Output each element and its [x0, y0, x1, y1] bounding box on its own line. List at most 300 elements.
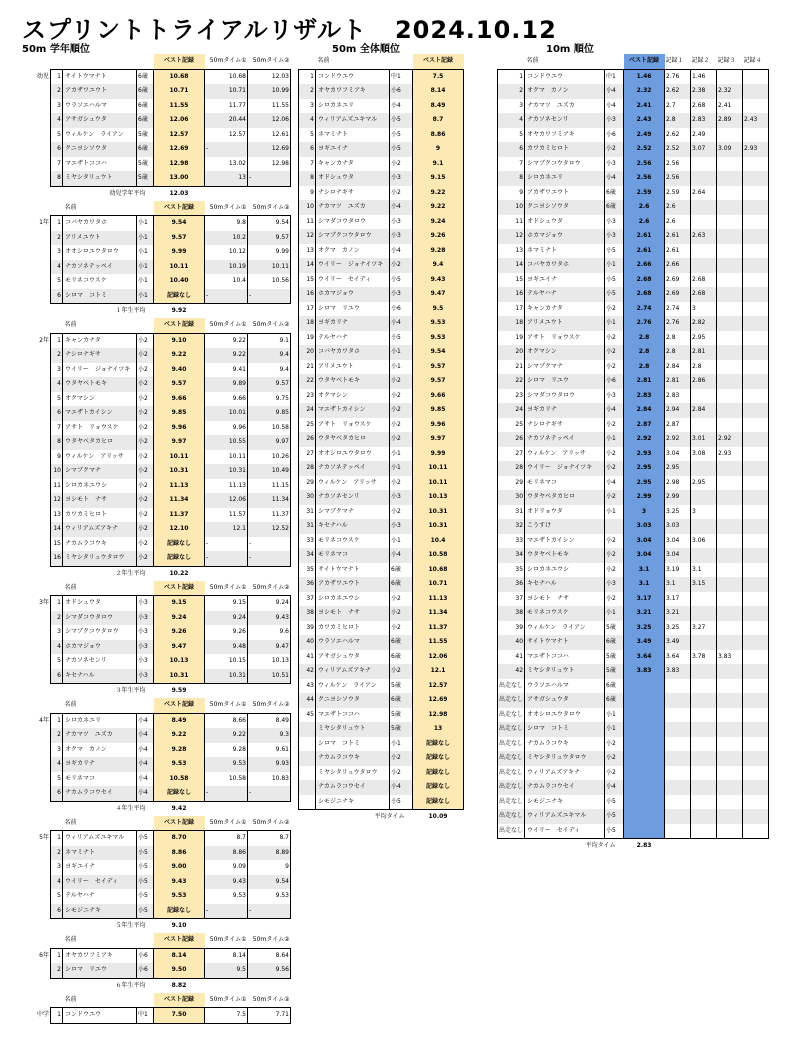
- rank-cell: [299, 766, 316, 781]
- best-cell: 9.43: [154, 875, 205, 890]
- header-best: ベスト記録: [154, 698, 205, 713]
- time1-cell: 10.11: [205, 450, 248, 465]
- best-cell: 2.99: [624, 490, 665, 505]
- grade-label: [28, 171, 51, 186]
- name-cell: オクマシン: [316, 389, 390, 404]
- grade-cell: 小5: [390, 142, 413, 157]
- best-cell: 2.93: [624, 447, 665, 462]
- best-cell: 2.84: [624, 403, 665, 418]
- grade-cell: 小2: [390, 664, 413, 679]
- time1-cell: 10.12: [205, 245, 248, 260]
- rec4-cell: [743, 737, 769, 752]
- rec1-cell: 2.62: [665, 128, 691, 143]
- ten-ranking-title: 10m 順位: [546, 44, 594, 55]
- rec3-cell: [717, 128, 743, 143]
- time2-cell: 11.34: [248, 493, 291, 508]
- table-row: [498, 766, 769, 781]
- grade-label: [28, 231, 51, 246]
- grade-cell: 小1: [605, 316, 624, 331]
- table-row: [299, 229, 464, 244]
- time1-cell: 8.86: [205, 846, 248, 861]
- best-cell: 12.57: [154, 128, 205, 143]
- grade-cell: 小5: [605, 809, 624, 824]
- time2-cell: 9.6: [248, 625, 291, 640]
- rec3-cell: [717, 519, 743, 534]
- table-row: [498, 374, 769, 389]
- grade-cell: 小2: [605, 563, 624, 578]
- grade-cell: 小2: [137, 508, 154, 523]
- table-row: [299, 476, 464, 491]
- grade-cell: 小2: [390, 766, 413, 781]
- best-cell: [624, 722, 665, 737]
- rec4-cell: [743, 563, 769, 578]
- table-row: [498, 273, 769, 288]
- grade-cell: 小1: [605, 432, 624, 447]
- time1-cell: 11.77: [205, 99, 248, 114]
- table-row: [498, 679, 769, 694]
- rank-cell: 6: [299, 142, 316, 157]
- best-cell: [624, 824, 665, 839]
- name-cell: サイトウマナト: [525, 635, 605, 650]
- time2-cell: 11.55: [248, 99, 291, 114]
- table-row: [299, 780, 464, 795]
- table-row: [498, 389, 769, 404]
- rank-cell: 18: [498, 316, 525, 331]
- name-cell: シマダコウタロウ: [63, 611, 137, 626]
- time2-cell: 9.54: [248, 875, 291, 890]
- grade-cell: 6歳: [137, 69, 154, 84]
- rank-cell: 3: [299, 99, 316, 114]
- best-cell: 13.00: [154, 171, 205, 186]
- best-cell: 2.41: [624, 99, 665, 114]
- rec4-cell: 2.43: [743, 113, 769, 128]
- rec4-cell: [743, 577, 769, 592]
- grade-cell: 小2: [605, 345, 624, 360]
- rank-cell: 10: [51, 464, 63, 479]
- rank-cell: 17: [498, 302, 525, 317]
- grade-label: [28, 640, 51, 655]
- overall-ranking-table: [298, 54, 464, 824]
- rank-cell: 出走なし: [498, 824, 525, 839]
- rank-cell: 12: [299, 229, 316, 244]
- grade-cell: 小2: [137, 551, 154, 566]
- grade-cell: 6歳: [605, 679, 624, 694]
- rec3-cell: [717, 693, 743, 708]
- best-cell: 2.8: [624, 345, 665, 360]
- best-cell: 3.04: [624, 534, 665, 549]
- table-row: [498, 563, 769, 578]
- name-cell: マエザトカイシン: [316, 403, 390, 418]
- table-row: [299, 708, 464, 723]
- grade-label: [28, 757, 51, 772]
- rank-cell: 40: [498, 635, 525, 650]
- rec1-cell: 3.25: [665, 621, 691, 636]
- grade-cell: 小5: [137, 875, 154, 890]
- rank-cell: [299, 780, 316, 795]
- grade-cell: 小1: [605, 505, 624, 520]
- rank-cell: 21: [498, 360, 525, 375]
- rec2-cell: 2.68: [691, 273, 717, 288]
- time2-cell: 12.03: [248, 69, 291, 84]
- rec3-cell: [717, 780, 743, 795]
- rec2-cell: [691, 418, 717, 433]
- best-cell: 9.99: [154, 245, 205, 260]
- rank-cell: 1: [51, 333, 63, 348]
- rank-cell: 33: [498, 534, 525, 549]
- time2-cell: 8.89: [248, 846, 291, 861]
- name-cell: シロマ リユウ: [525, 374, 605, 389]
- rank-cell: 39: [498, 621, 525, 636]
- best-cell: 9.00: [154, 860, 205, 875]
- name-cell: クニヨシソウタ: [316, 693, 390, 708]
- best-cell: 9.22: [413, 186, 464, 201]
- best-cell: 3.49: [624, 635, 665, 650]
- grade-cell: 小1: [605, 722, 624, 737]
- time2-cell: -: [248, 786, 291, 801]
- rec2-cell: [691, 693, 717, 708]
- best-cell: 2.61: [624, 229, 665, 244]
- rank-cell: 出走なし: [498, 751, 525, 766]
- grade-label: [28, 157, 51, 172]
- rank-cell: 3: [51, 245, 63, 260]
- grade-cell: 小2: [605, 461, 624, 476]
- best-cell: [624, 693, 665, 708]
- average-value: 9.10: [171, 922, 187, 929]
- header-blank: [137, 581, 154, 596]
- grade-cell: 6歳: [390, 635, 413, 650]
- rec2-cell: 2.86: [691, 374, 717, 389]
- best-cell: 3.03: [624, 519, 665, 534]
- rank-cell: 8: [51, 171, 63, 186]
- best-cell: 12.98: [154, 157, 205, 172]
- best-cell: 2.8: [624, 331, 665, 346]
- rank-cell: 42: [299, 664, 316, 679]
- rec2-cell: 2.81: [691, 345, 717, 360]
- average-blank: [248, 186, 291, 201]
- name-cell: ウィリアムズアキナ: [316, 664, 390, 679]
- name-cell: ミヤシタリュウト: [525, 664, 605, 679]
- rec2-cell: [691, 606, 717, 621]
- grade-header-row: [28, 933, 291, 948]
- rec1-cell: [665, 780, 691, 795]
- grade-cell: 中1: [137, 1008, 154, 1024]
- table-row: [299, 142, 464, 157]
- rank-cell: 34: [299, 548, 316, 563]
- name-cell: ウィルケン アリッサ: [63, 450, 137, 465]
- rec3-cell: [717, 258, 743, 273]
- grade-label: [28, 406, 51, 421]
- time2-cell: 12.69: [248, 142, 291, 157]
- rec3-cell: [717, 766, 743, 781]
- time2-cell: 9.99: [248, 245, 291, 260]
- name-cell: サイトウマナト: [316, 563, 390, 578]
- name-cell: オヤカワフミアキ: [316, 84, 390, 99]
- name-cell: ウタヤベタカヒロ: [63, 435, 137, 450]
- name-cell: シロマ コトミ: [316, 737, 390, 752]
- rec4-cell: [743, 693, 769, 708]
- header-blank: [51, 816, 63, 831]
- grade-cell: 小4: [137, 743, 154, 758]
- rank-cell: 16: [498, 287, 525, 302]
- grade-label: 2年: [39, 336, 49, 344]
- name-cell: ヨギカリナ: [63, 757, 137, 772]
- time1-cell: 8.14: [205, 948, 248, 963]
- header-blank: [605, 54, 624, 69]
- grade-cell: 5歳: [605, 621, 624, 636]
- best-cell: 8.49: [154, 713, 205, 728]
- rec2-cell: 3.01: [691, 432, 717, 447]
- rec4-cell: [743, 490, 769, 505]
- rec2-cell: [691, 215, 717, 230]
- average-label: 幼児学年平均: [109, 189, 146, 197]
- best-cell: 11.13: [413, 592, 464, 607]
- table-row: [299, 200, 464, 215]
- time1-cell: 9.53: [205, 889, 248, 904]
- table-row: [28, 493, 291, 508]
- rec4-cell: [743, 128, 769, 143]
- name-cell: キャンカナタ: [525, 302, 605, 317]
- average-value: 2.83: [636, 842, 652, 849]
- rec1-cell: 3.04: [665, 548, 691, 563]
- rank-cell: 5: [51, 128, 63, 143]
- table-row: [299, 69, 464, 84]
- grade-cell: 小2: [390, 157, 413, 172]
- rank-cell: 43: [299, 679, 316, 694]
- grade-cell: 小2: [137, 406, 154, 421]
- name-cell: ウイリー ジョナイツキ: [525, 461, 605, 476]
- table-row: [299, 186, 464, 201]
- grade-cell: 小2: [390, 592, 413, 607]
- time1-cell: 8.7: [205, 831, 248, 846]
- header-time2: 50mタイム②: [252, 57, 290, 65]
- name-cell: オオシロユウタロウ: [316, 447, 390, 462]
- rec3-cell: [717, 244, 743, 259]
- table-row: [299, 592, 464, 607]
- grade-cell: 小6: [605, 374, 624, 389]
- table-row: [299, 374, 464, 389]
- grade-label: [28, 728, 51, 743]
- table-row: [498, 113, 769, 128]
- table-row: [28, 889, 291, 904]
- grade-cell: 5歳: [605, 664, 624, 679]
- rank-cell: 出走なし: [498, 809, 525, 824]
- time1-cell: 10.15: [205, 654, 248, 669]
- average-row: [299, 810, 464, 825]
- grade-cell: 小4: [390, 99, 413, 114]
- best-cell: 9.53: [413, 316, 464, 331]
- table-row: [299, 157, 464, 172]
- table-row: [299, 128, 464, 143]
- name-cell: テルヤハナ: [316, 331, 390, 346]
- rec2-cell: 2.95: [691, 331, 717, 346]
- average-label: ４年生平均: [115, 804, 146, 812]
- table-row: [28, 274, 291, 289]
- rec1-cell: 2.69: [665, 287, 691, 302]
- time1-cell: 12.06: [205, 493, 248, 508]
- name-cell: シロマ コトミ: [525, 722, 605, 737]
- rec4-cell: [743, 99, 769, 114]
- table-row: [498, 737, 769, 752]
- grade-label: [28, 421, 51, 436]
- rank-cell: 22: [498, 374, 525, 389]
- table-row: [299, 258, 464, 273]
- average-blank: [248, 566, 291, 581]
- rec4-cell: [743, 476, 769, 491]
- best-cell: 9.22: [154, 728, 205, 743]
- rec3-cell: [717, 664, 743, 679]
- rec3-cell: [717, 737, 743, 752]
- table-row: [28, 171, 291, 186]
- rec4-cell: [743, 795, 769, 810]
- table-row: [299, 171, 464, 186]
- table-row: [498, 84, 769, 99]
- best-cell: 10.13: [413, 490, 464, 505]
- rec4-cell: [743, 403, 769, 418]
- time2-cell: -: [248, 289, 291, 304]
- best-cell: 2.52: [624, 142, 665, 157]
- grade-cell: 小2: [137, 363, 154, 378]
- header-best: ベスト記録: [154, 318, 205, 333]
- table-row: [498, 331, 769, 346]
- rank-cell: [299, 722, 316, 737]
- best-cell: 12.10: [154, 522, 205, 537]
- best-cell: [624, 780, 665, 795]
- rec3-cell: [717, 476, 743, 491]
- time1-cell: 9.41: [205, 363, 248, 378]
- grade-label: [28, 84, 51, 99]
- time1-cell: 9.48: [205, 640, 248, 655]
- rank-cell: 5: [51, 889, 63, 904]
- grade-label: [28, 889, 51, 904]
- name-cell: ウィリアムズユキマル: [316, 113, 390, 128]
- grade-cell: 小2: [605, 592, 624, 607]
- grade-cell: 6歳: [605, 186, 624, 201]
- rank-cell: 9: [51, 450, 63, 465]
- table-row: [28, 772, 291, 787]
- rec4-cell: [743, 200, 769, 215]
- rec2-cell: [691, 751, 717, 766]
- rec2-cell: 2.68: [691, 287, 717, 302]
- best-cell: 3.83: [624, 664, 665, 679]
- rec4-cell: [743, 244, 769, 259]
- table-row: [498, 142, 769, 157]
- grade-cell: 小1: [137, 245, 154, 260]
- header-time1: 50mタイム①: [209, 818, 247, 826]
- rank-cell: 3: [51, 99, 63, 114]
- best-cell: 2.8: [624, 360, 665, 375]
- name-cell: マエザトカイシン: [63, 406, 137, 421]
- grade-label: [28, 611, 51, 626]
- name-cell: オクマ カノン: [316, 244, 390, 259]
- average-label: ２年生平均: [115, 569, 146, 577]
- time2-cell: 7.71: [248, 1008, 291, 1024]
- rank-cell: 9: [498, 186, 525, 201]
- header-blank: [51, 581, 63, 596]
- header-best: ベスト記録: [154, 816, 205, 831]
- grade-cell: 小2: [390, 621, 413, 636]
- grade-label: [28, 99, 51, 114]
- grade-cell: 小4: [137, 786, 154, 801]
- average-value: 10.22: [169, 569, 189, 577]
- rank-cell: 42: [498, 664, 525, 679]
- rec1-cell: 2.8: [665, 113, 691, 128]
- rank-cell: 5: [51, 274, 63, 289]
- header-time2: 50mタイム②: [252, 936, 290, 944]
- table-row: [28, 728, 291, 743]
- name-cell: アサガシュウタ: [63, 113, 137, 128]
- rec2-cell: [691, 258, 717, 273]
- grade-cell: 小1: [390, 534, 413, 549]
- average-row: [28, 186, 291, 201]
- rec2-cell: [691, 244, 717, 259]
- table-row: [498, 447, 769, 462]
- rec1-cell: 2.59: [665, 186, 691, 201]
- grade-cell: 小3: [390, 287, 413, 302]
- grade-cell: 小1: [605, 708, 624, 723]
- table-row: [28, 669, 291, 684]
- table-row: [498, 751, 769, 766]
- name-cell: コンドウユウ: [63, 1008, 137, 1024]
- name-cell: コバヤカワタホ: [63, 216, 137, 231]
- name-cell: シロカネユウシ: [63, 479, 137, 494]
- header-name: 名前: [526, 57, 539, 65]
- rec1-cell: 2.52: [665, 142, 691, 157]
- table-row: [498, 650, 769, 665]
- table-row: [498, 534, 769, 549]
- best-cell: 10.71: [413, 577, 464, 592]
- rec1-cell: 3.64: [665, 650, 691, 665]
- average-row: [28, 304, 291, 319]
- best-cell: 2.43: [624, 113, 665, 128]
- grade-cell: 小2: [605, 302, 624, 317]
- table-row: [28, 963, 291, 978]
- rec4-cell: [743, 824, 769, 839]
- header-time1: 50mタイム①: [209, 936, 247, 944]
- time2-cell: 9.56: [248, 963, 291, 978]
- header-time2: 50mタイム②: [252, 583, 290, 591]
- rec1-cell: 2.56: [665, 171, 691, 186]
- rank-cell: 6: [51, 904, 63, 919]
- table-row: [28, 231, 291, 246]
- average-row: [28, 801, 291, 816]
- table-row: [28, 654, 291, 669]
- best-cell: 7.5: [413, 69, 464, 84]
- table-row: [498, 476, 769, 491]
- name-cell: カワカミヒロト: [525, 142, 605, 157]
- rec4-cell: [743, 722, 769, 737]
- table-row: [299, 316, 464, 331]
- table-row: [498, 157, 769, 172]
- best-cell: 9.97: [413, 432, 464, 447]
- header-blank: [51, 993, 63, 1008]
- rec4-cell: [743, 418, 769, 433]
- name-cell: シロカネユウシ: [316, 592, 390, 607]
- best-cell: 記録なし: [413, 780, 464, 795]
- best-cell: 2.81: [624, 374, 665, 389]
- time2-cell: 10.11: [248, 260, 291, 275]
- rank-cell: 4: [51, 113, 63, 128]
- grade-cell: 小2: [605, 737, 624, 752]
- table-row: [498, 287, 769, 302]
- rec3-cell: [717, 751, 743, 766]
- grade-cell: 小2: [137, 522, 154, 537]
- grade-cell: 小5: [605, 273, 624, 288]
- grade-cell: 5歳: [137, 171, 154, 186]
- grade-label: [28, 289, 51, 304]
- table-row: [498, 171, 769, 186]
- header-rec1: 記録１: [665, 57, 684, 65]
- rec2-cell: 1.46: [691, 69, 717, 84]
